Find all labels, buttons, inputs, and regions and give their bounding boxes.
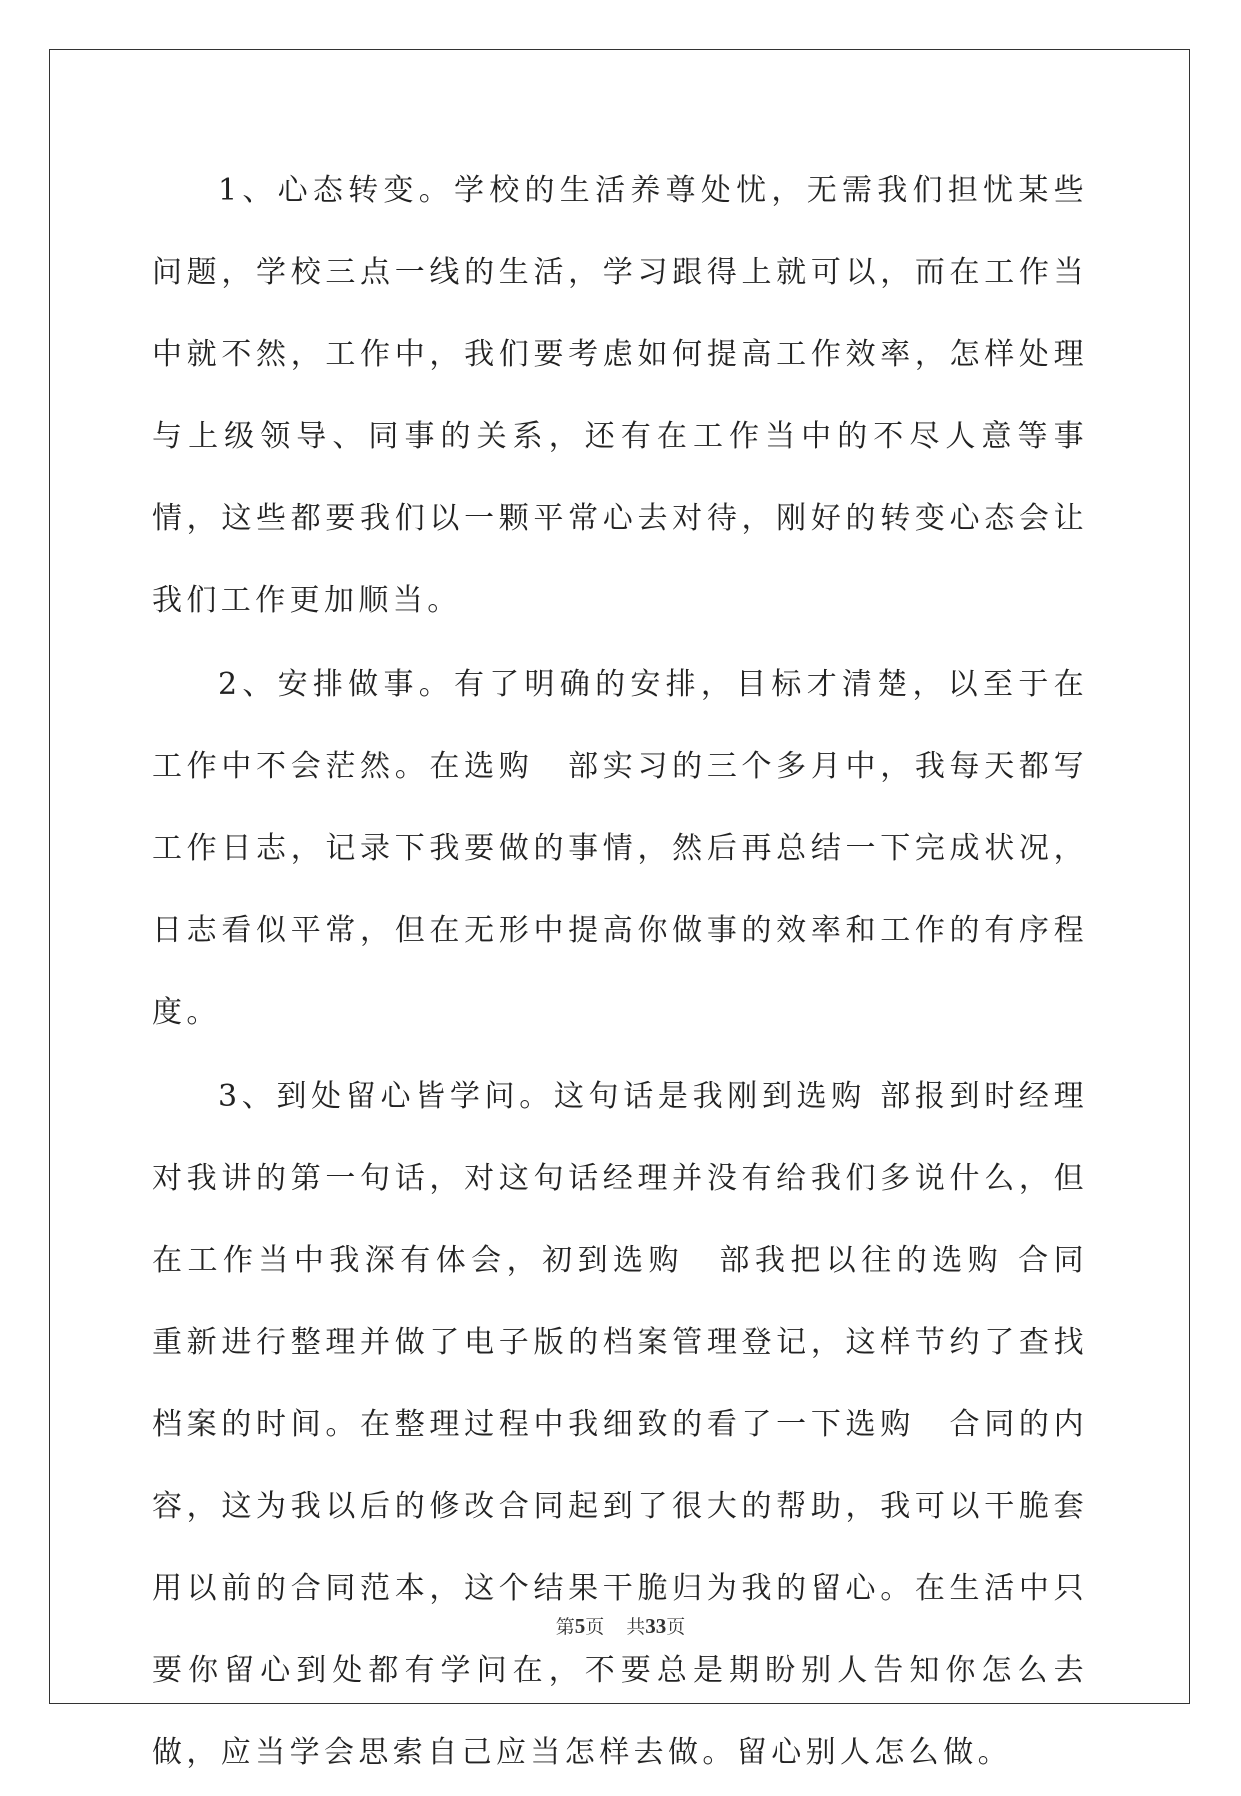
- paragraph-2: 2、安排做事。有了明确的安排，目标才清楚，以至于在工作中不会茫然。在选购 部实习的三个多月中，我每天都写工作日志，记录下我要做的事情，然后再总结一下完成状况，日志看似平常，但在无形中提高你做事的效率和工作的有序程度。: [152, 667, 1088, 1030]
- document-body: [152, 150, 1088, 1796]
- total-prefix: 共: [626, 1616, 646, 1638]
- paragraph-3: 3、到处留心皆学问。这句话是我刚到选购 部报到时经理对我讲的第一句话，对这句话经理并没有给我们多说什么，但在工作当中我深有体会，初到选购 部我把以往的选购 合同重新进行整理并做了电子版的档案管理登记，这样节约了查找档案的时间。在整理过程中我细致的看了一下选购 合同的内容，这为我以后的修改合同起到了很大的帮助，我可以干脆套用以前的合同范本，这个结果干脆归为我的留心。在生活中只要你留心到处都有学问在，不要总是期盼别人告知你怎么去做，应当学会思索自己应当怎样去做。留心别人怎么做。: [152, 1079, 1088, 1770]
- page-number: 5: [574, 1614, 586, 1638]
- page-prefix: 第: [555, 1616, 575, 1638]
- total-suffix: 页: [666, 1616, 686, 1638]
- page-suffix: 页: [585, 1616, 605, 1638]
- page-footer: [0, 1612, 1241, 1639]
- total-pages: 33: [645, 1614, 667, 1638]
- paragraph-1: 1、心态转变。学校的生活养尊处忧，无需我们担忧某些问题，学校三点一线的生活，学习跟得上就可以，而在工作当中就不然，工作中，我们要考虑如何提高工作效率，怎样处理与上级领导、同事的关系，还有在工作当中的不尽人意等事情，这些都要我们以一颗平常心去对待，刚好的转变心态会让我们工作更加顺当。: [152, 173, 1088, 618]
